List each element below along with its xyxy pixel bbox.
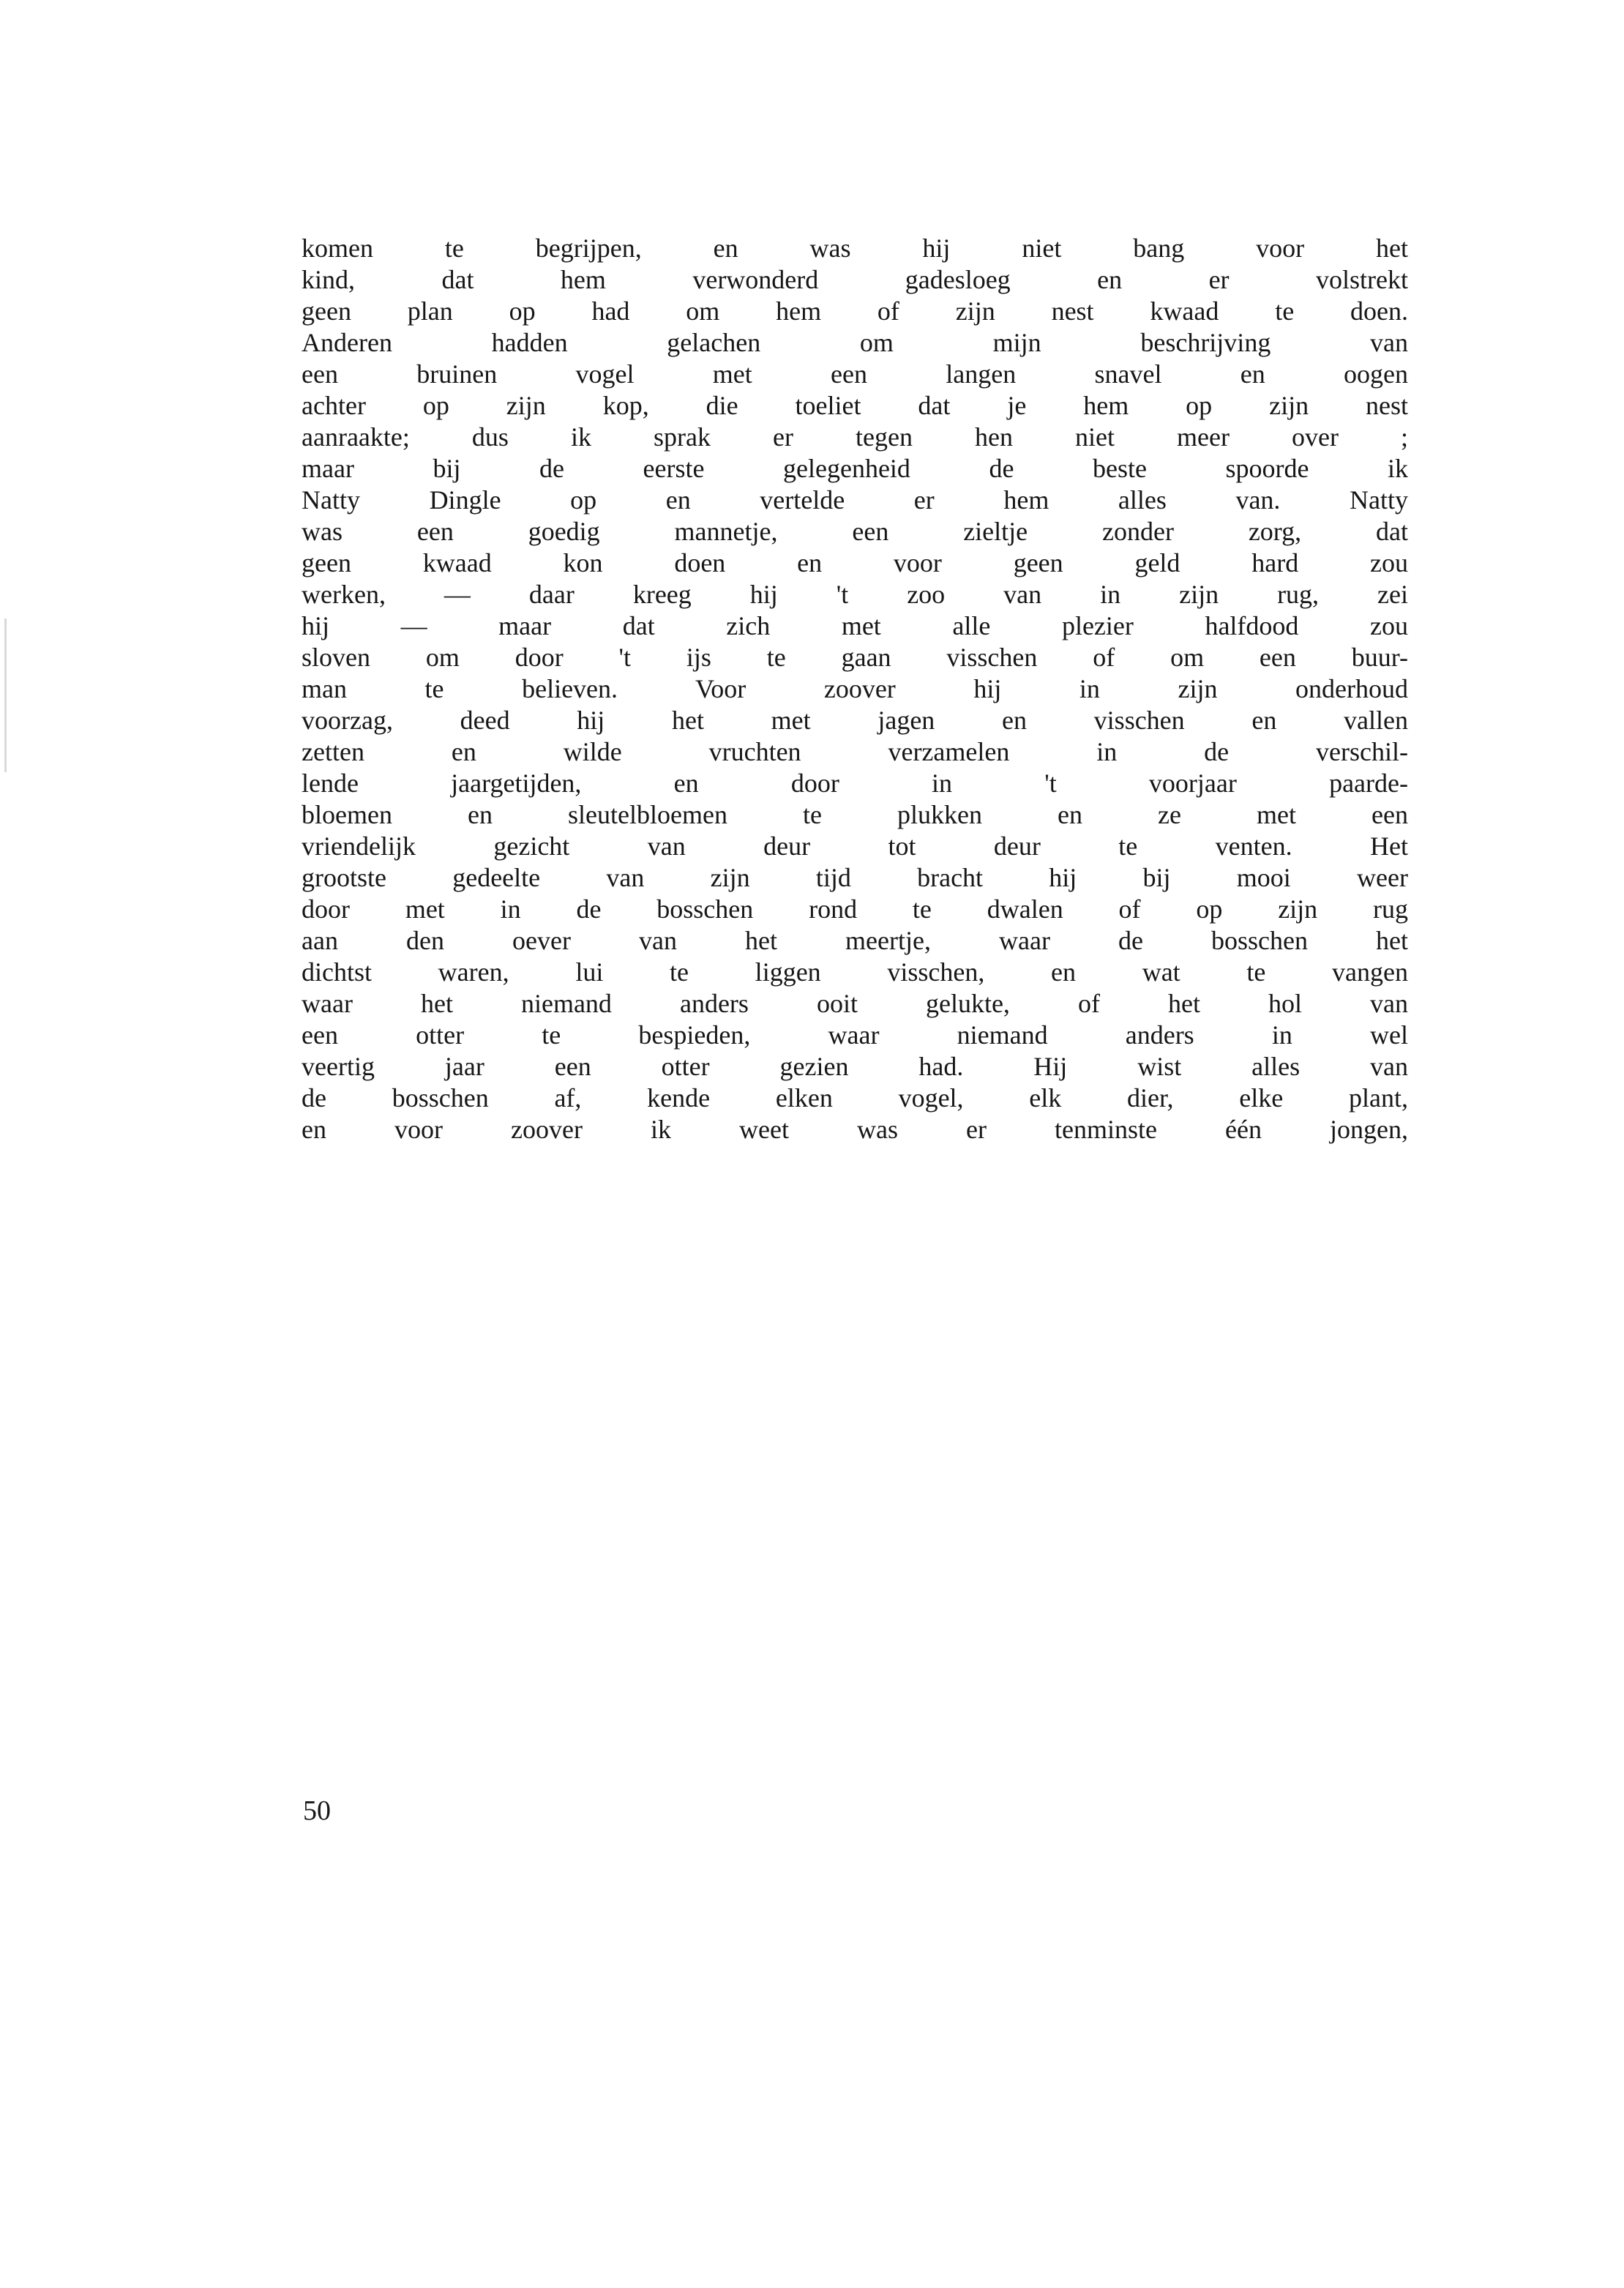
body-text (302, 233, 1408, 1145)
text-line: achter op zijn kop, die toeliet dat je hem op zijn nest (302, 391, 1408, 420)
text-line: een otter te bespieden, waar niemand anders in wel (302, 1020, 1408, 1050)
text-line: maar bij de eerste gelegenheid de beste spoorde ik (302, 454, 1408, 483)
text-line: hij — maar dat zich met alle plezier halfdood zou (302, 611, 1408, 640)
text-line: grootste gedeelte van zijn tijd bracht hij bij mooi weer (302, 863, 1408, 892)
text-line: vriendelijk gezicht van deur tot deur te venten. Het (302, 831, 1408, 861)
text-line: komen te begrijpen, en was hij niet bang voor het (302, 233, 1408, 263)
text-line: kind, dat hem verwonderd gadesloeg en er volstrekt (302, 265, 1408, 294)
text-line: dichtst waren, lui te liggen visschen, en wat te vangen (302, 957, 1408, 987)
text-line: door met in de bosschen rond te dwalen of op zijn rug (302, 894, 1408, 924)
text-line: lende jaargetijden, en door in 't voorjaar paarde- (302, 769, 1408, 798)
text-line: man te believen. Voor zoover hij in zijn onderhoud (302, 674, 1408, 703)
text-line: en voor zoover ik weet was er tenminste één jongen, (302, 1115, 1408, 1144)
scan-artifact-line (4, 618, 7, 772)
text-line: voorzag, deed hij het met jagen en visschen en vallen (302, 706, 1408, 735)
text-line: geen kwaad kon doen en voor geen geld hard zou (302, 548, 1408, 577)
text-line: sloven om door 't ijs te gaan visschen of om een buur- (302, 643, 1408, 672)
text-line: was een goedig mannetje, een zieltje zonder zorg, dat (302, 517, 1408, 546)
text-line: waar het niemand anders ooit gelukte, of het hol van (302, 989, 1408, 1018)
text-line: bloemen en sleutelbloemen te plukken en ze met een (302, 800, 1408, 829)
text-line: de bosschen af, kende elken vogel, elk dier, elke plant, (302, 1083, 1408, 1113)
text-line: aan den oever van het meertje, waar de bosschen het (302, 926, 1408, 955)
text-line: geen plan op had om hem of zijn nest kwaad te doen. (302, 296, 1408, 326)
text-line: aanraakte; dus ik sprak er tegen hen niet meer over ; (302, 422, 1408, 452)
text-line: Natty Dingle op en vertelde er hem alles van. Natty (302, 485, 1408, 515)
page-number: 50 (303, 1795, 331, 1826)
text-line: zetten en wilde vruchten verzamelen in de verschil- (302, 737, 1408, 766)
text-line: Anderen hadden gelachen om mijn beschrijving van (302, 328, 1408, 357)
text-line: werken, — daar kreeg hij 't zoo van in zijn rug, zei (302, 580, 1408, 609)
text-line: veertig jaar een otter gezien had. Hij wist alles van (302, 1052, 1408, 1081)
text-line: een bruinen vogel met een langen snavel en oogen (302, 359, 1408, 389)
